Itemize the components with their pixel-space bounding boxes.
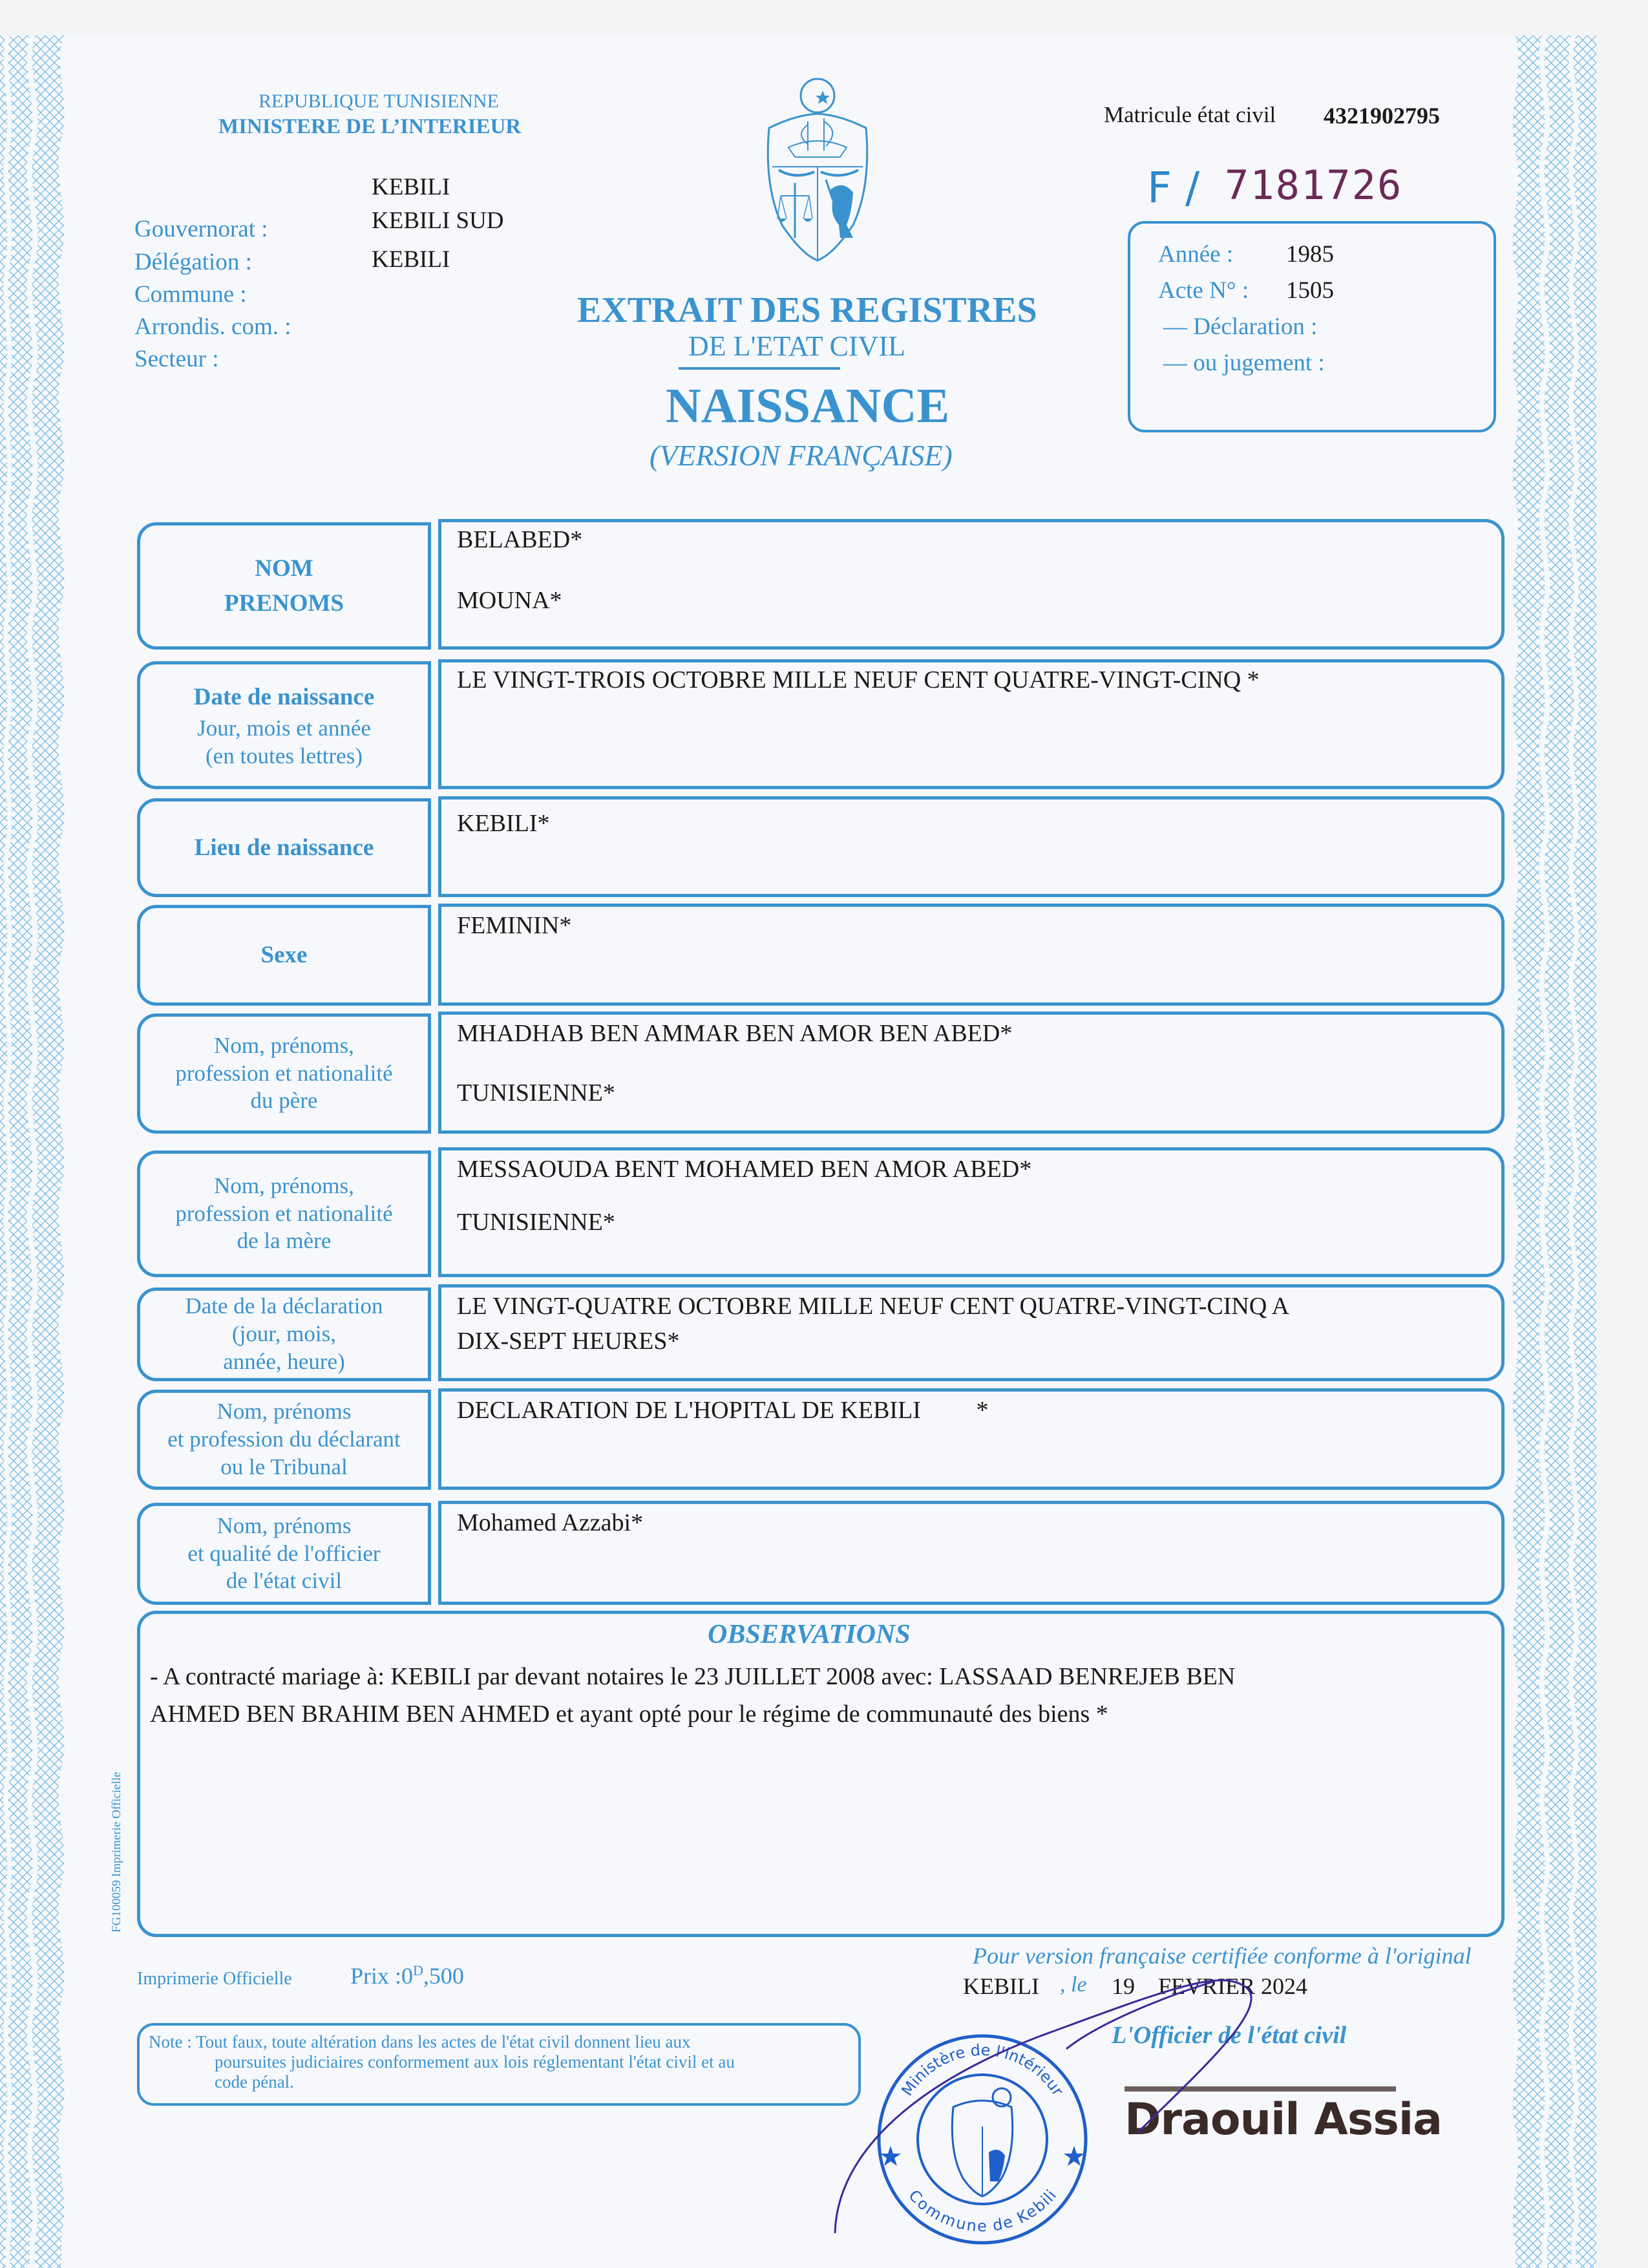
prix-currency: D xyxy=(413,1962,423,1978)
value-mere-nationalite: TUNISIENNE* xyxy=(457,1209,615,1236)
value-date-declaration-line2: DIX-SEPT HEURES* xyxy=(457,1328,680,1355)
serial-prefix: F / xyxy=(1147,163,1200,213)
matricule-value: 4321902795 xyxy=(1324,103,1440,129)
observations-title: OBSERVATIONS xyxy=(708,1620,911,1649)
seal-text-bottom: Commune de Kebili xyxy=(905,2186,1060,2235)
label-declarant-line3: ou le Tribunal xyxy=(220,1454,348,1479)
label-mere xyxy=(137,1150,431,1277)
matricule-label: Matricule état civil xyxy=(1104,102,1276,127)
label-sexe-title: Sexe xyxy=(260,942,308,969)
label-sexe xyxy=(137,905,431,1006)
label-prenoms: PRENOMS xyxy=(224,589,344,617)
seal-text-top: Ministère de l'intérieur xyxy=(898,2040,1067,2099)
declaration-label: — Déclaration : xyxy=(1163,313,1318,340)
value-mere xyxy=(438,1147,1505,1277)
document-subtitle: DE L'ETAT CIVIL xyxy=(688,330,905,362)
commune-value: KEBILI xyxy=(372,246,450,273)
label-date-declaration xyxy=(137,1288,431,1381)
value-pere-nationalite: TUNISIENNE* xyxy=(457,1079,615,1107)
value-prenoms: MOUNA* xyxy=(457,587,562,614)
document-type: NAISSANCE xyxy=(666,379,950,433)
note-line-3: code pénal. xyxy=(215,2072,294,2092)
version-label: (VERSION FRANÇAISE) xyxy=(650,439,953,472)
value-lieu-naissance-text: KEBILI* xyxy=(457,810,550,837)
delegation-label: Délégation : xyxy=(134,249,252,275)
value-nom: BELABED* xyxy=(457,526,583,553)
label-declarant xyxy=(137,1390,431,1490)
label-lieu-naissance-title: Lieu de naissance xyxy=(194,834,374,861)
value-officier-text: Mohamed Azzabi* xyxy=(457,1509,644,1536)
officer-name-stamp: Draouil Assia xyxy=(1125,2094,1442,2145)
value-pere xyxy=(438,1012,1505,1134)
legal-note xyxy=(137,2023,861,2106)
certification-text: Pour version française certifiée conforme à l'original xyxy=(973,1943,1472,1969)
value-sexe-text: FEMININ* xyxy=(457,912,572,939)
guilloche-border-left xyxy=(0,36,71,2268)
observations-box xyxy=(137,1611,1505,1937)
value-pere-nom: MHADHAB BEN AMMAR BEN AMOR BEN ABED* xyxy=(457,1020,1013,1047)
label-declarant-line2: et profession du déclarant xyxy=(167,1426,401,1452)
label-date-naissance xyxy=(137,661,431,789)
observation-line-1: - A contracté mariage à: KEBILI par devant notaires le 23 JUILLET 2008 avec: LASSAAD BENREJEB BEN xyxy=(150,1663,1236,1690)
annee-value: 1985 xyxy=(1286,241,1334,268)
label-pere-line3: du père xyxy=(250,1088,318,1114)
acte-value: 1505 xyxy=(1286,277,1334,304)
commune-seal-icon xyxy=(872,2030,1092,2249)
imprimerie-label: Imprimerie Officielle xyxy=(137,1969,292,1989)
label-pere-line1: Nom, prénoms, xyxy=(214,1032,354,1058)
value-sexe xyxy=(438,904,1505,1006)
label-nom-prenoms xyxy=(137,522,431,650)
serial-number: 7181726 xyxy=(1225,162,1403,209)
commune-label: Commune : xyxy=(134,281,247,308)
value-date-naissance-text: LE VINGT-TROIS OCTOBRE MILLE NEUF CENT QUATRE-VINGT-CINQ * xyxy=(457,666,1260,694)
label-officier-line1: Nom, prénoms xyxy=(217,1512,352,1538)
label-mere-line1: Nom, prénoms, xyxy=(214,1172,354,1198)
label-date-naissance-sub2: (en toutes lettres) xyxy=(206,743,363,768)
republic-label: REPUBLIQUE TUNISIENNE xyxy=(259,90,499,112)
issue-le: , le xyxy=(1060,1973,1087,1997)
label-date-declaration-line2: (jour, mois, xyxy=(232,1321,336,1347)
guilloche-border-right xyxy=(1506,36,1596,2268)
value-officier xyxy=(438,1501,1505,1605)
jugement-label: — ou jugement : xyxy=(1163,350,1325,376)
label-officier-line3: de l'état civil xyxy=(226,1568,343,1594)
observation-line-2: AHMED BEN BRAHIM BEN AHMED et ayant opté pour le régime de communauté des biens * xyxy=(150,1701,1108,1728)
prix-value: ,500 xyxy=(423,1963,464,1989)
acte-label: Acte N° : xyxy=(1158,277,1249,304)
svg-text:Ministère de l'intérieur xyxy=(898,2041,1067,2099)
value-declarant xyxy=(438,1388,1505,1490)
label-officier-line2: et qualité de l'officier xyxy=(187,1540,381,1566)
value-date-declaration xyxy=(438,1284,1505,1381)
gouvernorat-value: KEBILI xyxy=(372,174,450,200)
value-declarant-text: DECLARATION DE L'HOPITAL DE KEBILI * xyxy=(457,1397,989,1424)
document-title: EXTRAIT DES REGISTRES xyxy=(577,290,1037,330)
label-date-declaration-line1: Date de la déclaration xyxy=(185,1293,383,1319)
label-declarant-line1: Nom, prénoms xyxy=(217,1399,352,1425)
note-line-1: Note : Tout faux, toute altération dans les actes de l'état civil donnent lieu aux xyxy=(149,2032,691,2051)
ministry-label: MINISTERE DE L’INTERIEUR xyxy=(218,115,522,138)
stamp-bar xyxy=(1125,2086,1396,2092)
officier-label: L'Officier de l'état civil xyxy=(1112,2022,1347,2049)
printer-reference: FG100059 Imprimerie Officielle xyxy=(110,1772,123,1933)
gouvernorat-label: Gouvernorat : xyxy=(134,216,268,242)
label-mere-line3: de la mère xyxy=(237,1228,332,1254)
delegation-value: KEBILI SUD xyxy=(372,207,504,234)
label-lieu-naissance xyxy=(137,798,431,897)
value-lieu-naissance xyxy=(438,796,1505,897)
annee-label: Année : xyxy=(1158,241,1234,268)
issue-place: KEBILI xyxy=(963,1973,1039,1999)
label-date-declaration-line3: année, heure) xyxy=(223,1348,345,1374)
label-officier xyxy=(137,1503,431,1605)
label-nom: NOM xyxy=(255,555,313,582)
prix-text: Prix :0 xyxy=(350,1963,414,1989)
value-mere-nom: MESSAOUDA BENT MOHAMED BEN AMOR ABED* xyxy=(457,1156,1032,1183)
note-line-2: poursuites judiciaires conformement aux lois réglementant l'état civil et au xyxy=(215,2052,735,2072)
title-divider xyxy=(679,367,840,370)
arrondissement-label: Arrondis. com. : xyxy=(134,313,291,340)
label-pere-line2: profession et nationalité xyxy=(175,1060,393,1086)
tunisia-coat-of-arms-icon xyxy=(756,76,879,270)
value-date-naissance xyxy=(438,659,1505,789)
value-nom-prenoms xyxy=(438,519,1505,650)
secteur-label: Secteur : xyxy=(134,346,219,372)
prix-label xyxy=(350,1962,464,1989)
label-date-naissance-sub1: Jour, mois et année xyxy=(197,715,371,741)
value-date-declaration-line1: LE VINGT-QUATRE OCTOBRE MILLE NEUF CENT QUATRE-VINGT-CINQ A xyxy=(457,1293,1290,1320)
label-mere-line2: profession et nationalité xyxy=(175,1200,393,1226)
issue-date: 19 FEVRIER 2024 xyxy=(1112,1973,1308,1999)
label-pere xyxy=(137,1013,431,1134)
label-date-naissance-title: Date de naissance xyxy=(193,684,375,711)
